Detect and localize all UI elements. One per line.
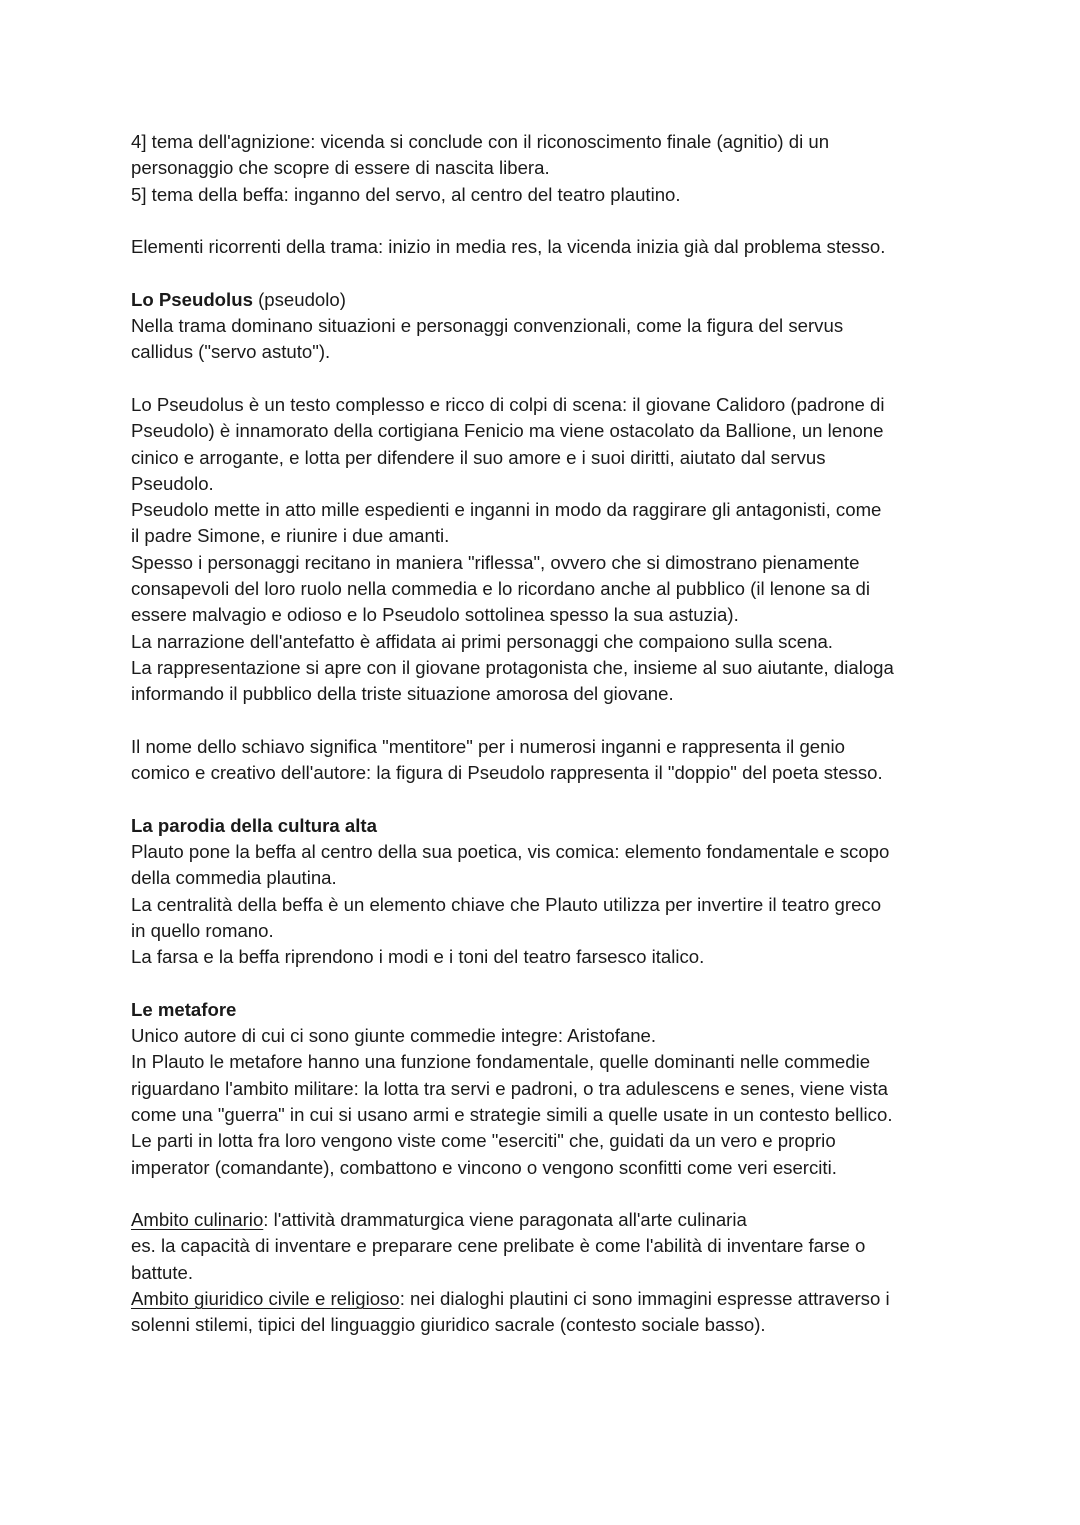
text-line: Il nome dello schiavo significa "mentitore" per i numerosi inganni e rappresenta il genio — [131, 735, 845, 757]
text-line: solenni stilemi, tipici del linguaggio giuridico sacrale (contesto sociale basso). — [131, 1314, 766, 1336]
text-line: della commedia plautina. — [131, 867, 337, 889]
paragraph-gap — [131, 971, 961, 997]
text-line: 4] tema dell'agnizione: vicenda si conclude con il riconoscimento finale (agnitio) di un — [131, 131, 830, 152]
text-line: 5] tema della beffa: inganno del servo, al centro del teatro plautino. — [131, 183, 681, 205]
pseudolus-section — [131, 287, 961, 787]
text-line: consapevoli del loro ruolo nella commedia e lo ricordano anche al pubblico (il lenone sa di — [131, 578, 871, 600]
text-span: : nei dialoghi plautini ci sono immagini espresse attraverso i — [399, 1288, 890, 1310]
section-heading: La parodia della cultura alta — [131, 814, 377, 836]
text-line: Plauto pone la beffa al centro della sua poetica, vis comica: elemento fondamentale e scopo — [131, 841, 890, 863]
text-line: Lo Pseudolus è un testo complesso e ricco di colpi di scena: il giovane Calidoro (padrone di — [131, 393, 885, 415]
paragraph-gap — [131, 366, 961, 392]
text-line — [131, 1207, 961, 1233]
text-line: Le parti in lotta fra loro vengono viste come "eserciti" che, guidati da un vero e proprio — [131, 1130, 836, 1152]
text-line: callidus ("servo astuto"). — [131, 341, 331, 363]
text-line: Nella trama dominano situazioni e personaggi convenzionali, come la figura del servus — [131, 315, 844, 337]
plot-paragraph — [131, 234, 961, 260]
paragraph-gap — [131, 260, 961, 286]
text-line: Elementi ricorrenti della trama: inizio in media res, la vicenda inizia già dal problema stesso. — [131, 236, 886, 258]
underlined-term: Ambito culinario — [131, 1209, 264, 1231]
text-line: La rappresentazione si apre con il giovane protagonista che, insieme al suo aiutante, dialoga — [131, 656, 894, 678]
text-line: personaggio che scopre di essere di nascita libera. — [131, 157, 550, 179]
underlined-term: Ambito giuridico civile e religioso — [131, 1288, 400, 1310]
text-line: in quello romano. — [131, 919, 274, 941]
text-line: informando il pubblico della triste situazione amorosa del giovane. — [131, 683, 674, 705]
themes-paragraph — [131, 129, 961, 208]
paragraph-gap — [131, 208, 961, 234]
text-line: es. la capacità di inventare e preparare cene prelibate è come l'abilità di inventare farse o — [131, 1235, 866, 1257]
text-line: Pseudolo. — [131, 472, 214, 494]
paragraph-gap — [131, 1181, 961, 1207]
text-line — [131, 1286, 961, 1312]
text-line: La narrazione dell'antefatto è affidata ai primi personaggi che compaiono sulla scena. — [131, 630, 833, 652]
text-line: il padre Simone, e riunire i due amanti. — [131, 525, 450, 547]
text-line: riguardano l'ambito militare: la lotta tra servi e padroni, o tra adulescens e senes, viene vista — [131, 1077, 888, 1099]
parodia-section — [131, 813, 961, 971]
paragraph-gap — [131, 786, 961, 812]
paragraph-gap — [131, 708, 961, 734]
text-line: come una "guerra" in cui si usano armi e strategie simili a quelle usate in un contesto bellico. — [131, 1103, 893, 1125]
text-line: La centralità della beffa è un elemento chiave che Plauto utilizza per invertire il teatro greco — [131, 893, 882, 915]
text-line: comico e creativo dell'autore: la figura di Pseudolo rappresenta il "doppio" del poeta stesso. — [131, 762, 883, 784]
text-line: In Plauto le metafore hanno una funzione fondamentale, quelle dominanti nelle commedie — [131, 1051, 871, 1073]
text-line: battute. — [131, 1261, 194, 1283]
metafore-section — [131, 997, 961, 1339]
heading-bold-text: Lo Pseudolus — [131, 288, 253, 310]
section-heading: Le metafore — [131, 998, 237, 1020]
text-line: Pseudolo) è innamorato della cortigiana Fenicio ma viene ostacolato da Ballione, un lenone — [131, 420, 884, 442]
section-heading — [131, 287, 961, 313]
text-line: La farsa e la beffa riprendono i modi e i toni del teatro farsesco italico. — [131, 946, 705, 968]
text-line: imperator (comandante), combattono e vincono o vengono sconfitti come veri eserciti. — [131, 1156, 837, 1178]
text-line: Unico autore di cui ci sono giunte commedie integre: Aristofane. — [131, 1025, 657, 1047]
text-line: cinico e arrogante, e lotta per difendere il suo amore e i suoi diritti, aiutato dal servus — [131, 446, 826, 468]
text-span: : l'attività drammaturgica viene paragonata all'arte culinaria — [263, 1209, 747, 1231]
text-line: essere malvagio e odioso e lo Pseudolo sottolinea spesso la sua astuzia). — [131, 604, 739, 626]
text-line: Pseudolo mette in atto mille espedienti e inganni in modo da raggirare gli antagonisti, come — [131, 499, 882, 521]
heading-plain-text: (pseudolo) — [252, 288, 346, 310]
document-page — [131, 129, 961, 1339]
text-line: Spesso i personaggi recitano in maniera "riflessa", ovvero che si dimostrano pienamente — [131, 551, 860, 573]
